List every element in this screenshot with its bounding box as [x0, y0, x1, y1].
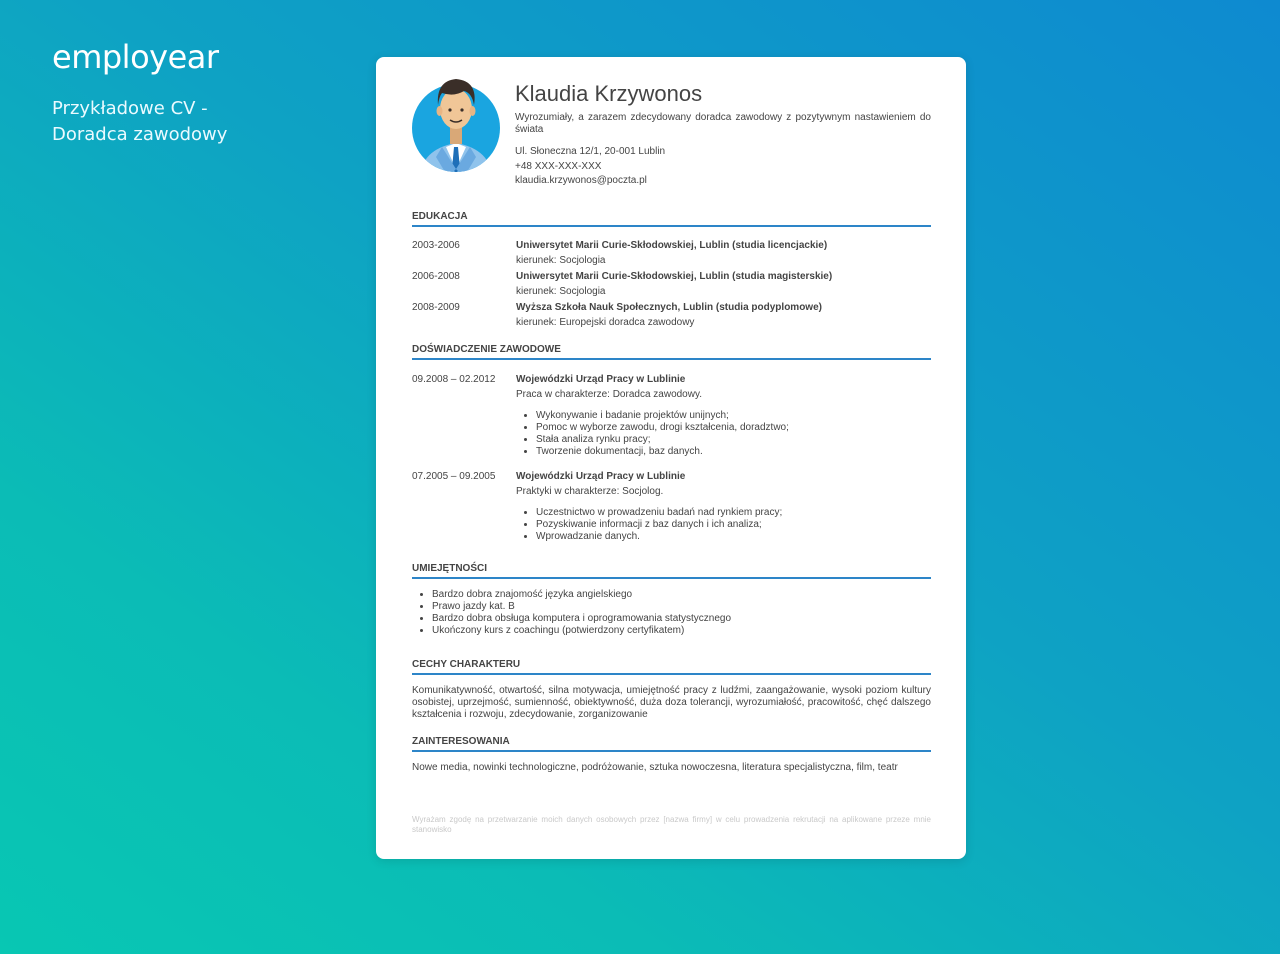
interests-section — [412, 736, 931, 774]
education-section — [412, 211, 931, 330]
candidate-tagline: Wyrozumiały, a zarazem zdecydowany doradca zawodowy z pozytywnym nastawieniem do świata — [515, 112, 931, 135]
interests-text: Nowe media, nowinki technologiczne, podróżowanie, sztuka nowoczesna, literatura specjalistyczna, film, teatr — [412, 762, 898, 773]
duties-list — [516, 410, 931, 458]
education-item — [412, 301, 931, 330]
address: Ul. Słoneczna 12/1, 20-001 Lublin — [515, 146, 666, 157]
avatar-icon — [412, 77, 500, 172]
list-item: • Bardzo dobra znajomość języka angielskiego — [432, 589, 931, 601]
list-item: • Prawo jazdy kat. B — [432, 601, 931, 613]
experience-section — [412, 344, 931, 543]
brand — [52, 38, 272, 148]
page-subtitle: Przykładowe CV - Doradca zawodowy — [52, 98, 228, 145]
company-name: Wojewódzki Urząd Pracy w Lublinie — [516, 374, 686, 385]
contact-info — [515, 145, 665, 189]
list-item: • Bardzo dobra obsługa komputera i oprogramowania statystycznego — [432, 613, 931, 625]
candidate-name: Klaudia Krzywonos — [515, 81, 703, 106]
education-date: 2003-2006 — [412, 240, 460, 251]
job-role: Praktyki w charakterze: Socjolog. — [516, 485, 664, 497]
field-of-study: kierunek: Socjologia — [516, 285, 606, 297]
field-of-study: kierunek: Socjologia — [516, 254, 606, 266]
duties-list — [516, 507, 931, 543]
list-item: • Tworzenie dokumentacji, baz danych. — [536, 446, 931, 458]
school-name: Wyższa Szkoła Nauk Społecznych, Lublin (studia podyplomowe) — [516, 302, 822, 313]
education-item — [412, 239, 931, 268]
list-item: • Stała analiza rynku pracy; — [536, 434, 931, 446]
list-item: • Wykonywanie i badanie projektów unijnych; — [536, 410, 931, 422]
list-item: • Pozyskiwanie informacji z baz danych i ich analiza; — [536, 519, 931, 531]
skills-section — [412, 563, 931, 637]
email: klaudia.krzywonos@poczta.pl — [515, 175, 647, 186]
employear-logo[interactable]: employear — [52, 38, 219, 76]
section-title: CECHY CHARAKTERU — [412, 659, 931, 675]
section-title: UMIEJĘTNOŚCI — [412, 563, 931, 579]
section-title: EDUKACJA — [412, 211, 931, 227]
consent-clause: Wyrażam zgodę na przetwarzanie moich danych osobowych przez [nazwa firmy] w celu prowadzenia rekrutacji na aplikowane przeze mnie stanowisko — [412, 815, 931, 834]
school-name: Uniwersytet Marii Curie-Skłodowskiej, Lublin (studia magisterskie) — [516, 271, 833, 282]
education-date: 2008-2009 — [412, 302, 460, 313]
section-title: DOŚWIADCZENIE ZAWODOWE — [412, 344, 931, 360]
list-item: • Pomoc w wyborze zawodu, drogi kształcenia, doradztwo; — [536, 422, 931, 434]
job-role: Praca w charakterze: Doradca zawodowy. — [516, 388, 703, 400]
list-item: • Wprowadzanie danych. — [536, 531, 931, 543]
school-name: Uniwersytet Marii Curie-Skłodowskiej, Lublin (studia licencjackie) — [516, 240, 828, 251]
experience-item — [412, 373, 931, 458]
phone: +48 XXX-XXX-XXX — [515, 160, 602, 172]
experience-date: 07.2005 – 09.2005 — [412, 471, 496, 482]
list-item: • Ukończony kurs z coachingu (potwierdzony certyfikatem) — [432, 625, 931, 637]
skills-list — [412, 589, 931, 637]
traits-text: Komunikatywność, otwartość, silna motywacja, umiejętność pracy z ludźmi, zaangażowanie, wysoki poziom kultury osobistej, uprzejmość, sumienność, obiektywność, duża doza tolerancji, wyrozumiałość, pracowitość, chęć dalszego kształcenia i rozwoju, zdecydowanie, zorganizowanie — [412, 685, 931, 720]
education-item — [412, 270, 931, 299]
education-date: 2006-2008 — [412, 271, 460, 282]
company-name: Wojewódzki Urząd Pracy w Lublinie — [516, 471, 686, 482]
experience-date: 09.2008 – 02.2012 — [412, 374, 496, 385]
cv-document — [376, 57, 966, 859]
traits-section — [412, 659, 931, 721]
list-item: • Uczestnictwo w prowadzeniu badań nad rynkiem pracy; — [536, 507, 931, 519]
experience-item — [412, 470, 931, 543]
section-title: ZAINTERESOWANIA — [412, 736, 931, 752]
field-of-study: kierunek: Europejski doradca zawodowy — [516, 316, 695, 328]
